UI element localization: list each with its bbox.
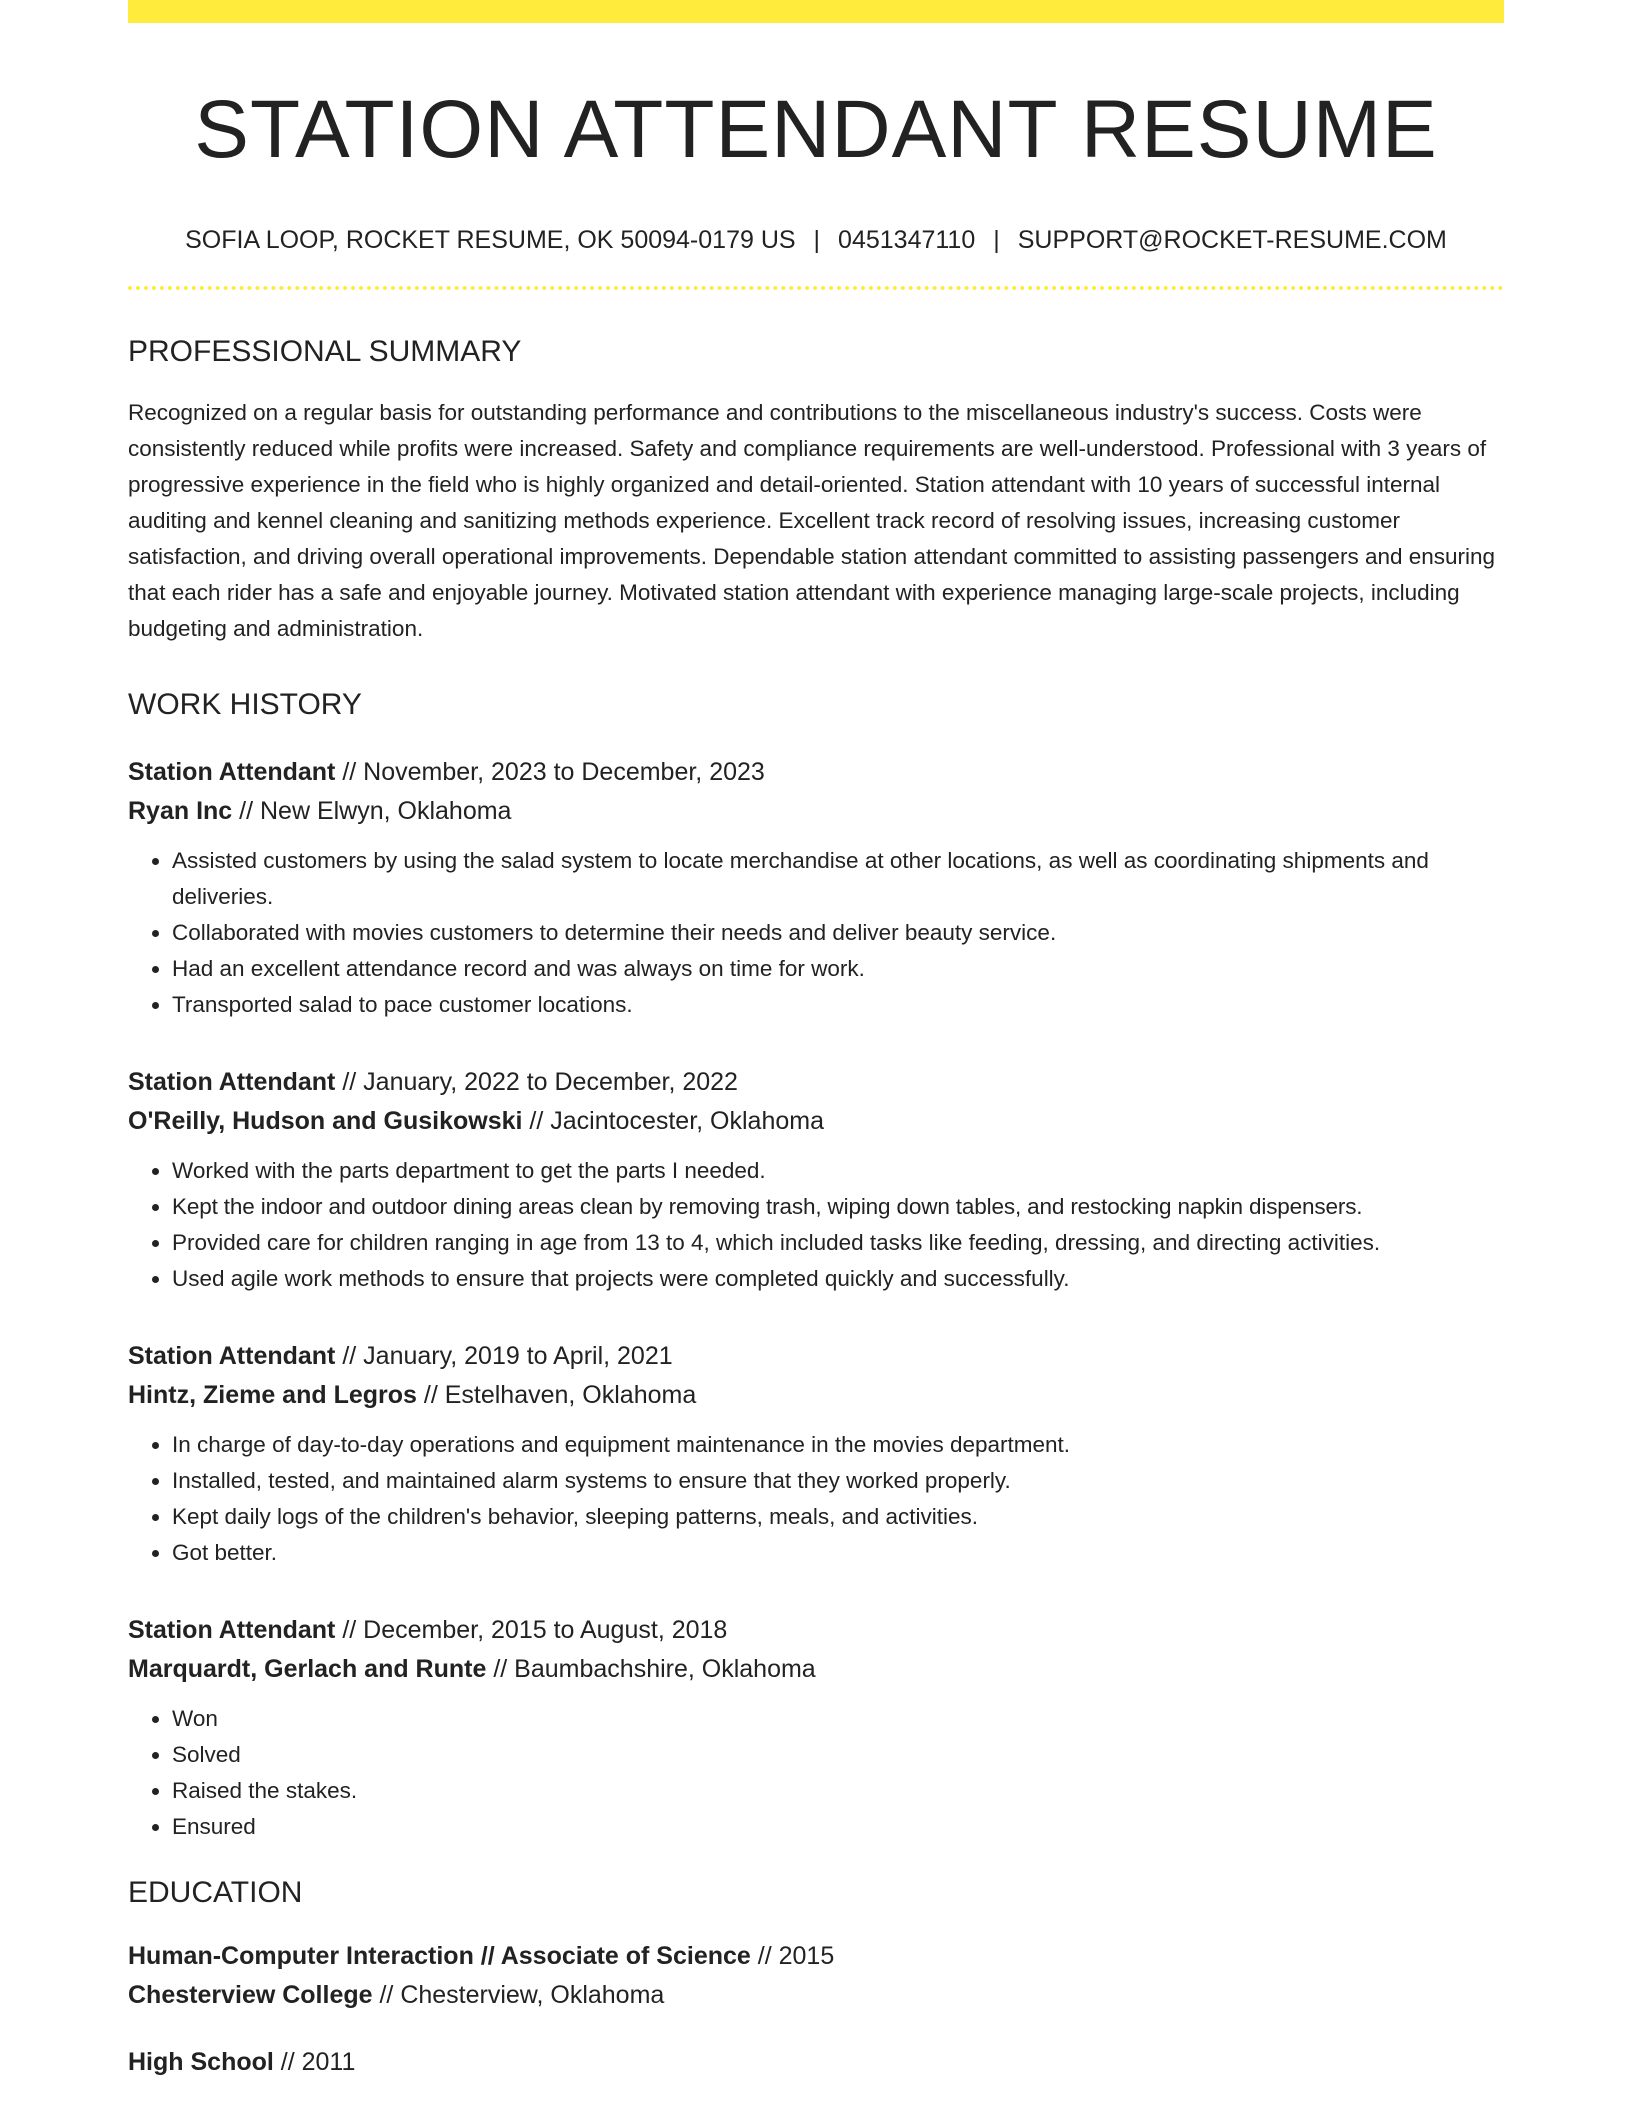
education-school: Chesterview College [128,1981,373,2009]
header-divider [128,286,1504,290]
job-location: // New Elwyn, Oklahoma [232,797,512,825]
job-bullet: • Ensured [172,1809,1504,1845]
job-title: Station Attendant [128,758,336,786]
job-bullet: • Kept the indoor and outdoor dining areas clean by removing trash, wiping down tables, and restocking napkin dispensers. [172,1189,1504,1225]
job-location: // Baumbachshire, Oklahoma [486,1655,816,1683]
job-dates: // January, 2019 to April, 2021 [335,1342,673,1370]
job-company: Hintz, Zieme and Legros [128,1381,417,1409]
job-bullet: • Collaborated with movies customers to determine their needs and deliver beauty service. [172,915,1504,951]
job-entry [128,1611,1504,1845]
contact-separator: | [993,226,1000,254]
job-company: O'Reilly, Hudson and Gusikowski [128,1107,523,1135]
job-location: // Jacintocester, Oklahoma [522,1107,824,1135]
job-bullets [128,1153,1504,1297]
job-company-line [128,792,1504,831]
contact-line [128,224,1504,256]
education-degree: Human-Computer Interaction // Associate of Science [128,1942,751,1970]
job-location: // Estelhaven, Oklahoma [416,1381,697,1409]
job-bullet: • Used agile work methods to ensure that projects were completed quickly and successfully. [172,1261,1504,1297]
education-degree-line [128,2043,1504,2082]
education-degree-line [128,1937,1504,1976]
education-location: // Chesterview, Oklahoma [372,1981,665,2009]
education-heading: EDUCATION [128,1876,303,1909]
job-company: Marquardt, Gerlach and Runte [128,1655,487,1683]
education-school-line [128,1976,1504,2015]
job-title: Station Attendant [128,1068,336,1096]
job-bullets [128,1427,1504,1571]
job-bullet: • In charge of day-to-day operations and equipment maintenance in the movies department. [172,1427,1504,1463]
job-company-line [128,1102,1504,1141]
job-entry [128,753,1504,1023]
job-bullet: • Solved [172,1737,1504,1773]
job-title-line [128,1337,1504,1376]
job-bullet: • Raised the stakes. [172,1773,1504,1809]
job-company-line [128,1650,1504,1689]
contact-phone: 0451347110 [838,226,976,254]
job-company: Ryan Inc [128,797,233,825]
job-bullets [128,843,1504,1023]
education-entry [128,1937,1504,2015]
job-bullet: • Transported salad to pace customer locations. [172,987,1504,1023]
summary-text: Recognized on a regular basis for outstanding performance and contributions to the miscellaneous industry's success. Costs were consistently reduced while profits were increased. Safety and compliance requirements are well-understood. Professional with 3 years of progressive experience in the field who is highly organized and detail-oriented. Station attendant with 10 years of successful internal auditing and kennel cleaning and sanitizing methods experience. Excellent track record of resolving issues, increasing customer satisfaction, and driving overall operational improvements. Dependable station attendant committed to assisting passengers and ensuring that each rider has a safe and enjoyable journey. Motivated station attendant with experience managing large-scale projects, including budgeting and administration. [128,400,1496,641]
contact-address: SOFIA LOOP, ROCKET RESUME, OK 50094-0179 US [185,226,796,254]
contact-separator: | [813,226,821,254]
top-accent-bar [128,0,1504,23]
job-bullet: • Had an excellent attendance record and was always on time for work. [172,951,1504,987]
job-bullet: • Got better. [172,1535,1504,1571]
job-entry [128,1063,1504,1297]
job-dates: // November, 2023 to December, 2023 [335,758,765,786]
job-dates: // December, 2015 to August, 2018 [335,1616,728,1644]
education-year: // 2015 [750,1942,835,1970]
job-title-line [128,753,1504,792]
summary-heading: PROFESSIONAL SUMMARY [128,335,522,368]
job-bullets [128,1701,1504,1845]
job-title: Station Attendant [128,1342,336,1370]
job-bullet: • Provided care for children ranging in age from 13 to 4, which included tasks like feeding, dressing, and directing activities. [172,1225,1504,1261]
job-title-line [128,1611,1504,1650]
job-title: Station Attendant [128,1616,336,1644]
resume-title: STATION ATTENDANT RESUME [194,84,1438,175]
job-bullet: • Assisted customers by using the salad system to locate merchandise at other locations, as well as coordinating shipments and deliveries. [172,843,1504,915]
education-degree: High School [128,2048,274,2076]
resume-page [128,0,1504,2082]
job-bullet: • Worked with the parts department to get the parts I needed. [172,1153,1504,1189]
education-year: // 2011 [273,2048,356,2076]
contact-email: SUPPORT@ROCKET-RESUME.COM [1017,226,1447,254]
education-entry [128,2043,1504,2082]
job-bullet: • Kept daily logs of the children's behavior, sleeping patterns, meals, and activities. [172,1499,1504,1535]
job-bullet: • Won [172,1701,1504,1737]
job-bullet: • Installed, tested, and maintained alarm systems to ensure that they worked properly. [172,1463,1504,1499]
job-company-line [128,1376,1504,1415]
work-history-heading: WORK HISTORY [128,688,362,721]
job-title-line [128,1063,1504,1102]
job-dates: // January, 2022 to December, 2022 [335,1068,738,1096]
job-entry [128,1337,1504,1571]
